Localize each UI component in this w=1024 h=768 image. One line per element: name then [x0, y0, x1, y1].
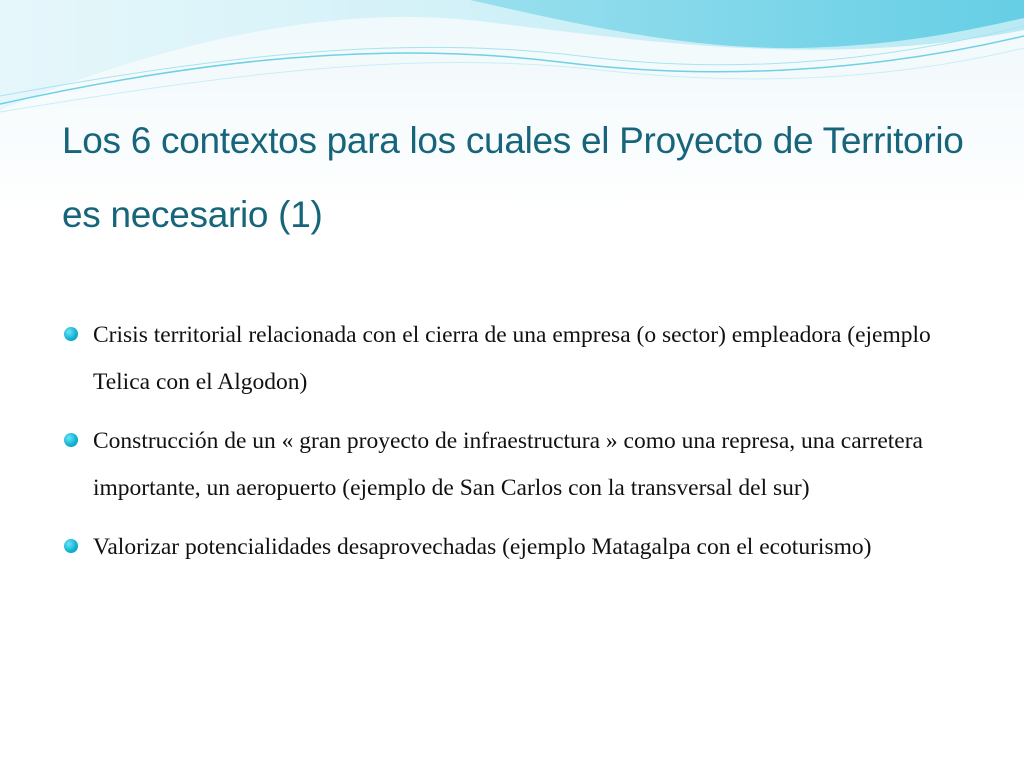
bullet-icon — [64, 433, 78, 447]
bullet-icon — [64, 539, 78, 553]
slide-title: Los 6 contextos para los cuales el Proyecto de Territorio es necesario (1) — [62, 120, 964, 235]
bullet-text: Crisis territorial relacionada con el cierra de una empresa (o sector) empleadora (ejemplo Telica con el Algodon) — [93, 322, 931, 395]
bullet-text: Construcción de un « gran proyecto de infraestructura » como una represa, una carretera importante, un aeropuerto (ejemplo de San Carlos con la transversal del sur) — [93, 428, 923, 501]
bullet-item — [62, 524, 962, 571]
bullet-list — [62, 312, 962, 583]
bullet-item — [62, 418, 962, 512]
bullet-icon — [64, 327, 78, 341]
bullet-item — [62, 312, 962, 406]
bullet-text: Valorizar potencialidades desaprovechadas (ejemplo Matagalpa con el ecoturismo) — [93, 534, 872, 560]
